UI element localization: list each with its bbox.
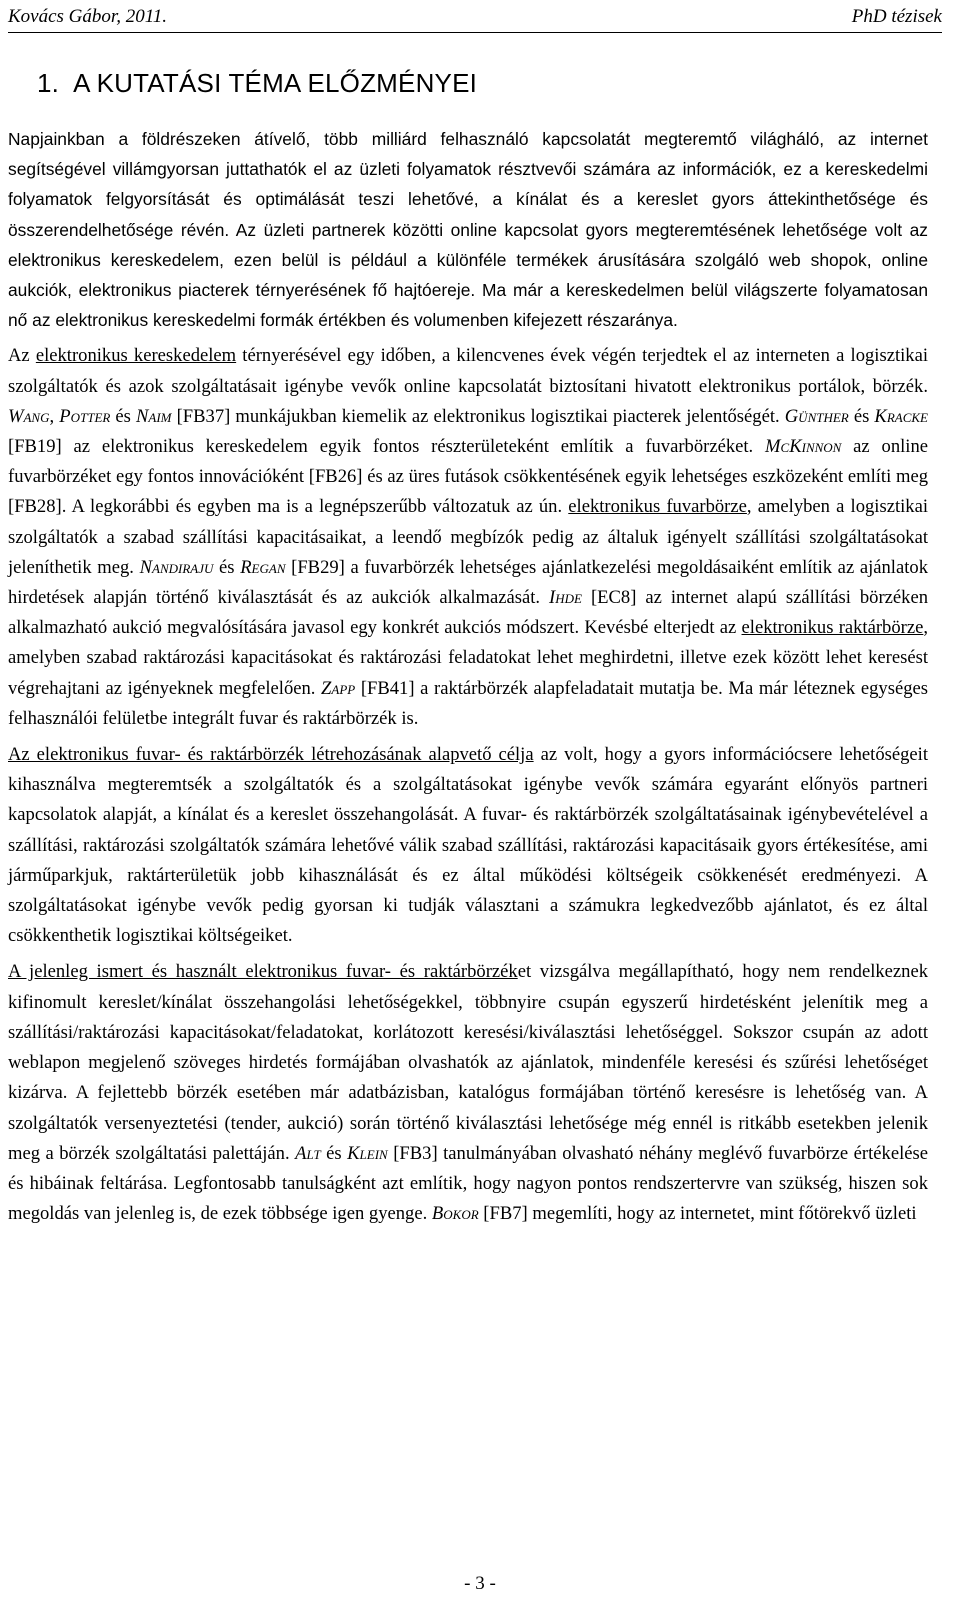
underlined-term: elektronikus fuvarbörze — [568, 496, 747, 518]
section-title — [37, 68, 477, 99]
author-name: Wang — [8, 405, 50, 427]
text-span: [FB3] tanulmányában olvasható néhány meglévő fuvarbörze értékelése és hibáinak feltárása. Legfontosabb tanulságként azt említik, hogy nagyon pontos rendszertervre van szükség, hiszen sok megoldás van jelenleg is, de ezek többsége igen gyenge. — [8, 1142, 928, 1225]
text-span: Az — [8, 345, 36, 367]
text-span: és — [213, 556, 241, 578]
header-doc-type: PhD tézisek — [851, 6, 942, 27]
author-name: Alt — [295, 1142, 321, 1164]
page-number: - 3 - — [464, 1573, 496, 1594]
text-span: [FB7] megemlíti, hogy az internetet, mint főtörekvő üzleti — [478, 1203, 917, 1225]
header-author: Kovács Gábor, 2011. — [8, 6, 168, 27]
underlined-term: elektronikus kereskedelem — [35, 345, 237, 367]
author-name: Potter — [59, 405, 111, 427]
text-span: [FB37] munkájukban kiemelik az elektronikus logisztikai piacterek jelentőségét. — [171, 405, 785, 427]
underlined-term: Az elektronikus fuvar- és raktárbörzék létrehozásának alapvető célja — [8, 744, 534, 766]
section-title-text: A KUTATÁSI TÉMA ELŐZMÉNYEI — [73, 68, 478, 98]
paragraph-goal — [8, 740, 928, 951]
author-name: Kracke — [874, 405, 928, 427]
author-name: Ihde — [549, 587, 582, 609]
text-span: , amelyben a logisztikai szolgáltatók a szabad szállítási kapacitásaikat, a leendő megbízók pedig az általuk igényelt szállítási szolgáltatásokat jeleníthetik meg. — [8, 496, 929, 578]
author-name: Zapp — [321, 677, 356, 699]
text-span: et vizsgálva megállapítható, hogy nem rendelkeznek kifinomult kereslet/kínálat összehangolási lehetőségekkel, többnyire csupán egyszerű hirdetésként jelenítik meg a szállítási/raktározási kapacitásokat/feladatokat, korlátozott keresési/kiválasztási lehetőséggel. Sokszor csupán az adott weblapon megjelenő szöveges hirdetés formájában olvashatók az ajánlatok, mindenféle keresési és szűrési lehetőséget kizárva. A fejlettebb börzék esetében már adatbázisban, katalógus formájában történő keresésre is lehetőség van. A szolgáltatók versenyeztetési (tender, aukció) során történő kiválasztási lehetősége még ennél is ritkább esetekben jelenik meg a börzék szolgáltatási palettáján. — [8, 961, 929, 1164]
author-name: Regan — [240, 556, 286, 578]
text-span: [FB19] az elektronikus kereskedelem egyik fontos részterületeként említik a fuvarbörzéket. — [8, 436, 766, 458]
section-number: 1. — [37, 68, 60, 98]
paragraph-intro: Napjainkban a földrészeken átívelő, több milliárd felhasználó kapcsolatát megteremtő világháló, az internet segítségével villámgyorsan juttathatók el az üzleti folyamatok résztvevői számára az információk, ez a kereskedelmi folyamatok felgyorsítását és optimálását teszi lehetővé, a kínálat és a kereslet gyors áttekinthetősége és összerendelhetősége révén. Az üzleti partnerek közötti online kapcsolat gyors megteremtésének lehetősége volt az elektronikus kereskedelem, ezen belül is például a különféle termékek árusítására szolgáló web shopok, online aukciók, elektronikus piacterek térnyerésének fő hajtóereje. Ma már a kereskedelmen belül világszerte folyamatosan nő az elektronikus kereskedelmi formák értékben és volumenben kifejezett részaránya. — [8, 129, 928, 331]
underlined-term: A jelenleg ismert és használt elektronikus fuvar- és raktárbörzék — [8, 961, 518, 983]
author-name: Bokor — [431, 1203, 479, 1225]
text-span: és — [848, 405, 875, 427]
text-span: , — [49, 405, 60, 427]
author-name: McKinnon — [765, 436, 842, 458]
text-span: [FB29] a fuvarbörzék lehetséges ajánlatkezelési megoldásaiként említik az ajánlatok hirdetések alapján történő kiválasztását és az aukciók alkalmazását. — [8, 556, 928, 609]
text-span: , amelyben szabad raktározási kapacitásokat és raktározási feladatokat lehet meghirdetni, illetve ezek között lehet keresést végrehajtani az igényeknek megfelelően. — [8, 617, 928, 699]
author-name: Günther — [784, 405, 849, 427]
author-name: Nandiraju — [139, 556, 214, 578]
paragraph-background — [8, 341, 928, 734]
text-span: és — [320, 1142, 348, 1164]
text-span: és — [110, 405, 136, 427]
paragraph-current-state — [8, 957, 928, 1229]
text-span: térnyerésével egy időben, a kilencvenes évek végén terjedtek el az interneten a logisztikai szolgáltatók és azok szolgáltatásait igénybe vevők online kapcsolatát biztosítani hivatott elektronikus portálok, börzék. — [8, 345, 928, 397]
text-span: az volt, hogy a gyors információcsere lehetőségeit kihasználva megteremtsék a szolgáltatók és a szolgáltatásokat igénybe vevők számára egyaránt előnyös partneri kapcsolatok alapját, a kínálat és a kereslet összehangolását. A fuvar- és raktárbörzék szolgáltatásainak igénybevételével a szállítási, raktározási szolgáltatók számára lehetővé válik szabad szállítási, raktározási kapacitásaik gyors értékesítése, ami járműparkjuk, raktárterületük jobb kihasználását és ez által működési költségeik csökkenését eredményezi. A szolgáltatásokat igénybe vevők pedig gyorsan ki tudják választani a számukra legkedvezőbb ajánlatot, és ez által csökkenthetik logisztikai költségeiket. — [8, 744, 928, 947]
body-text — [8, 124, 928, 1235]
text-span: az online fuvarbörzéket egy fontos innovációként [FB26] és az üres futások csökkentésének egyik lehetséges eszközeként említi meg [FB28]. A legkorábbi és egyben ma is a legnépszerűbb változatuk az ún. — [8, 436, 929, 518]
page-header — [8, 4, 942, 33]
author-name: Klein — [347, 1142, 388, 1164]
text-span: [EC8] az internet alapú szállítási börzéken alkalmazható aukció megvalósítására javasol egy konkrét aukciós módszert. Kevésbé elterjedt az — [8, 587, 928, 639]
author-name: Naim — [136, 405, 172, 427]
text-span: [FB41] a raktárbörzék alapfeladatait mutatja be. Ma már léteznek egységes felhasználói felületbe integrált fuvar és raktárbörzék is. — [8, 677, 928, 729]
underlined-term: elektronikus raktárbörze — [741, 617, 924, 639]
